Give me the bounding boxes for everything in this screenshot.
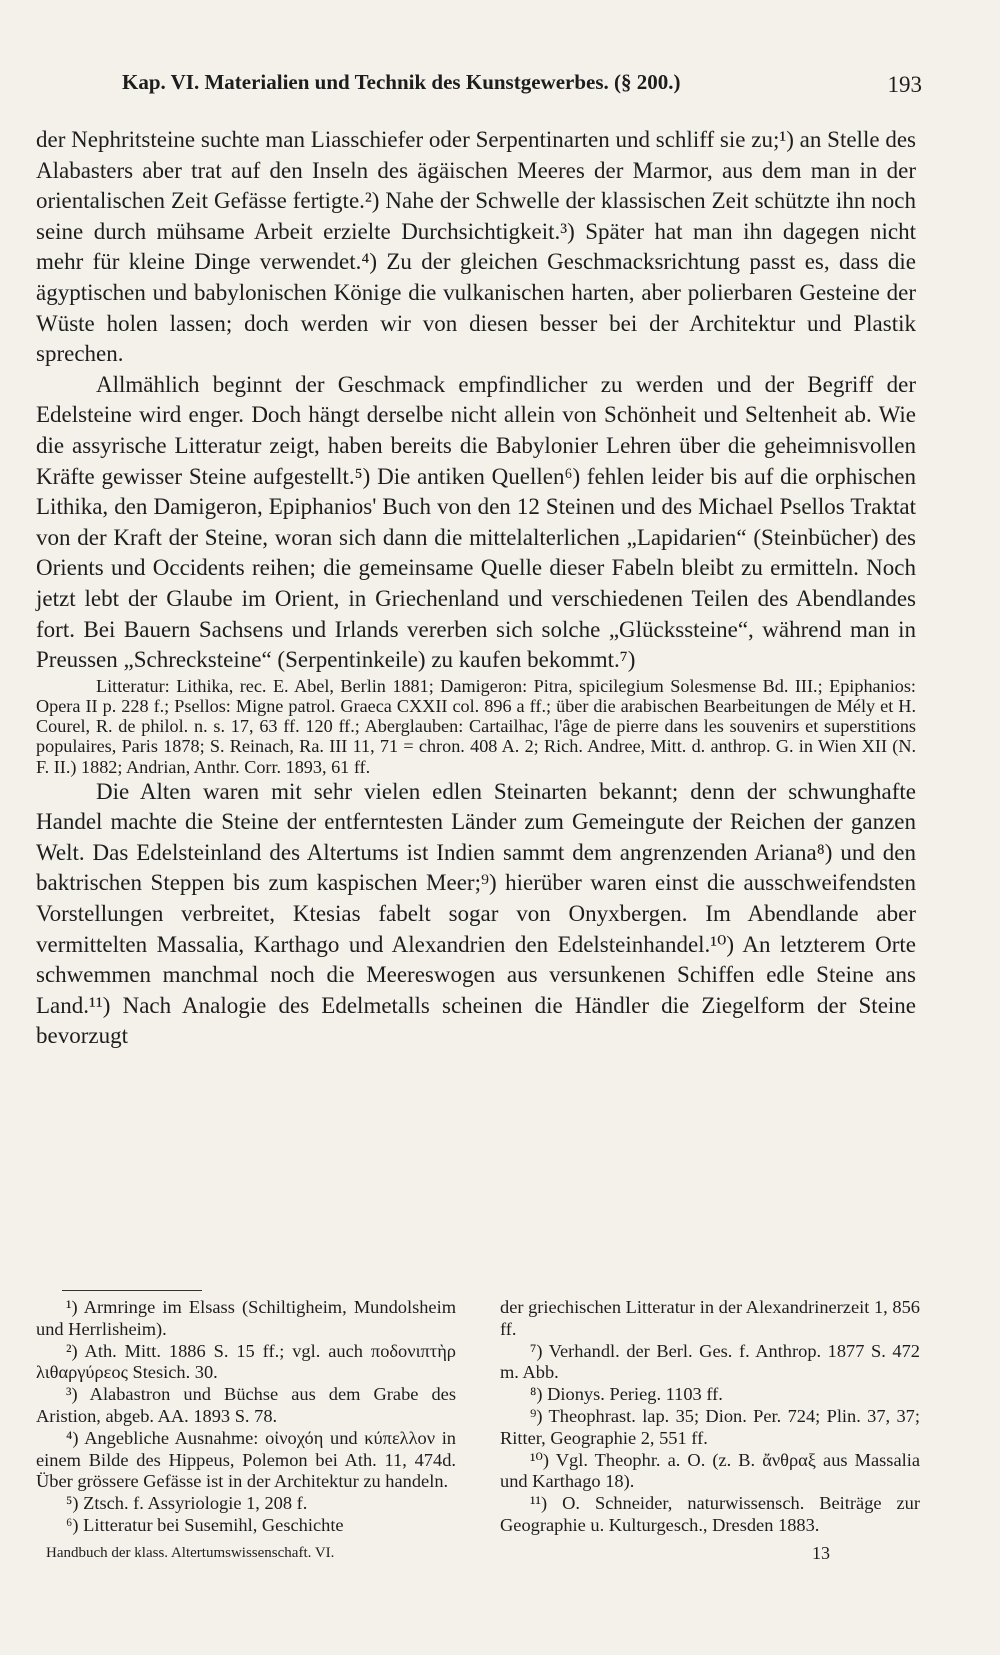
footnote: ⁷) Verhandl. der Berl. Ges. f. Anthrop. 1877 S. 472 m. Abb.: [500, 1340, 920, 1383]
footnote: ¹⁰) Vgl. Theophr. a. O. (z. B. ἄνθραξ aus Massalia und Karthago 18).: [500, 1449, 920, 1492]
literature-note: Litteratur: Lithika, rec. E. Abel, Berlin 1881; Damigeron: Pitra, spicilegium Solesmense Bd. III.; Epiphanios: Opera II p. 228 f.; Psellos: Migne patrol. Graeca CXXII col. 896 a ff.; über die arabischen Bearbeitungen de Mély et H. Courel, R. de philol. n. s. 17, 63 ff. 120 ff.; Aberglauben: Cartailhac, l'âge de pierre dans les souvenirs et superstitions populaires, Paris 1878; S. Reinach, Ra. III 11, 71 = chron. 408 A. 2; Rich. Andree, Mitt. d. anthrop. G. in Wien XII (N. F. II.) 1882; Andrian, Anthr. Corr. 1893, 61 ff.: [36, 675, 916, 777]
footnote: ⁵) Ztsch. f. Assyriologie 1, 208 f.: [66, 1493, 308, 1514]
source-line: Handbuch der klass. Altertumswissenschaft. VI.: [46, 1544, 335, 1561]
paragraph-3: Die Alten waren mit sehr vielen edlen Steinarten bekannt; denn der schwunghafte Handel machte die Steine der entferntesten Länder zum Gemeingute der Reichen der ganzen Welt. Das Edelsteinland des Altertums ist Indien sammt dem angrenzenden Ariana⁸) und den baktrischen Steppen bis zum kaspischen Meer;⁹) hierüber waren einst die ausschweifendsten Vorstellungen verbreitet, Ktesias fabelt sogar von Onyxbergen. Im Abendlande aber vermittelten Massalia, Karthago und Alexandrien den Edelsteinhandel.¹⁰) An letzterem Orte schwemmen manchmal noch die Meereswogen aus versunkenen Schiffen edle Steine ans Land.¹¹) Nach Analogie des Edelmetalls scheinen die Händler die Ziegelform der Steine bevorzugt: [36, 778, 916, 1049]
footnote: ²) Ath. Mitt. 1886 S. 15 ff.; vgl. auch ποδονιπτὴρ λιθαργύρεος Stesich. 30.: [36, 1340, 456, 1383]
signature-mark: 13: [812, 1542, 830, 1563]
footnote: ⁶) Litteratur bei Susemihl, Geschichte: [66, 1514, 344, 1535]
main-text: [36, 125, 916, 1052]
footnote: ⁹) Theophrast. lap. 35; Dion. Per. 724; Plin. 37, 37; Ritter, Geographie 2, 551 ff.: [500, 1405, 920, 1448]
footnotes-right-column: [500, 1297, 920, 1537]
page-number: 193: [887, 72, 922, 97]
footnote: ¹¹) O. Schneider, naturwissensch. Beiträge zur Geographie u. Kulturgesch., Dresden 1883.: [500, 1493, 920, 1535]
page-footer: [36, 1543, 920, 1569]
footnote: der griechischen Litteratur in der Alexandrinerzeit 1, 856 ff.: [500, 1297, 920, 1339]
footnote: ⁴) Angebliche Ausnahme: οἰνοχόη und κύπελλον in einem Bilde des Hippeus, Polemon bei Ath. 11, 474d. Über grössere Gefässe ist in der Architektur zu handeln.: [36, 1427, 456, 1492]
paragraph-2: Allmählich beginnt der Geschmack empfindlicher zu werden und der Begriff der Edelsteine wird enger. Doch hängt derselbe nicht allein von Schönheit und Seltenheit ab. Wie die assyrische Litteratur zeigt, haben bereits die Babylonier Lehren über die geheimnisvollen Kräfte gewisser Steine aufgestellt.⁵) Die antiken Quellen⁶) fehlen leider bis auf die orphischen Lithika, den Damigeron, Epiphanios' Buch von den 12 Steinen und des Michael Psellos Traktat von der Kraft der Steine, woran sich dann die mittelalterlichen „Lapidarien“ (Steinbücher) des Orients und Occidents reihen; die gemeinsame Quelle dieser Fabeln bleibt zu ermitteln. Noch jetzt lebt der Glaube im Orient, in Griechenland und verschiedenen Teilen des Abendlandes fort. Bei Bauern Sachsens und Irlands vererben sich solche „Glückssteine“, während man in Preussen „Schrecksteine“ (Serpentinkeile) zu kaufen bekommt.⁷): [36, 371, 916, 673]
paragraph-1: der Nephritsteine suchte man Liasschiefer oder Serpentinarten und schliff sie zu;¹) an Stelle des Alabasters aber trat auf den Inseln des ägäischen Meeres der Marmor, aus dem man in der orientalischen Zeit Gefässe fertigte.²) Nahe der Schwelle der klassischen Zeit schützte ihn noch seine durch mühsame Arbeit erzielte Durchsichtigkeit.³) Später hat man ihn dagegen nicht mehr für kleine Dinge verwendet.⁴) Zu der gleichen Geschmacksrichtung passt es, dass die ägyptischen und babylonischen Könige die vulkanischen harten, aber polierbaren Gesteine der Wüste holen lassen; doch werden wir von diesen besser bei der Architektur und Plastik sprechen.: [36, 127, 916, 367]
running-header: [122, 66, 922, 102]
footnote: ³) Alabastron und Büchse aus dem Grabe des Aristion, abgeb. AA. 1893 S. 78.: [36, 1384, 456, 1426]
footnotes: [36, 1290, 920, 1569]
footnotes-left-column: [36, 1297, 456, 1537]
footnote: ¹) Armringe im Elsass (Schiltigheim, Mundolsheim und Herrlisheim).: [36, 1297, 456, 1339]
chapter-title: Kap. VI. Materialien und Technik des Kunstgewerbes. (§ 200.): [122, 70, 681, 94]
footnote: ⁸) Dionys. Perieg. 1103 ff.: [530, 1384, 723, 1405]
footnote-rule: [62, 1290, 202, 1291]
